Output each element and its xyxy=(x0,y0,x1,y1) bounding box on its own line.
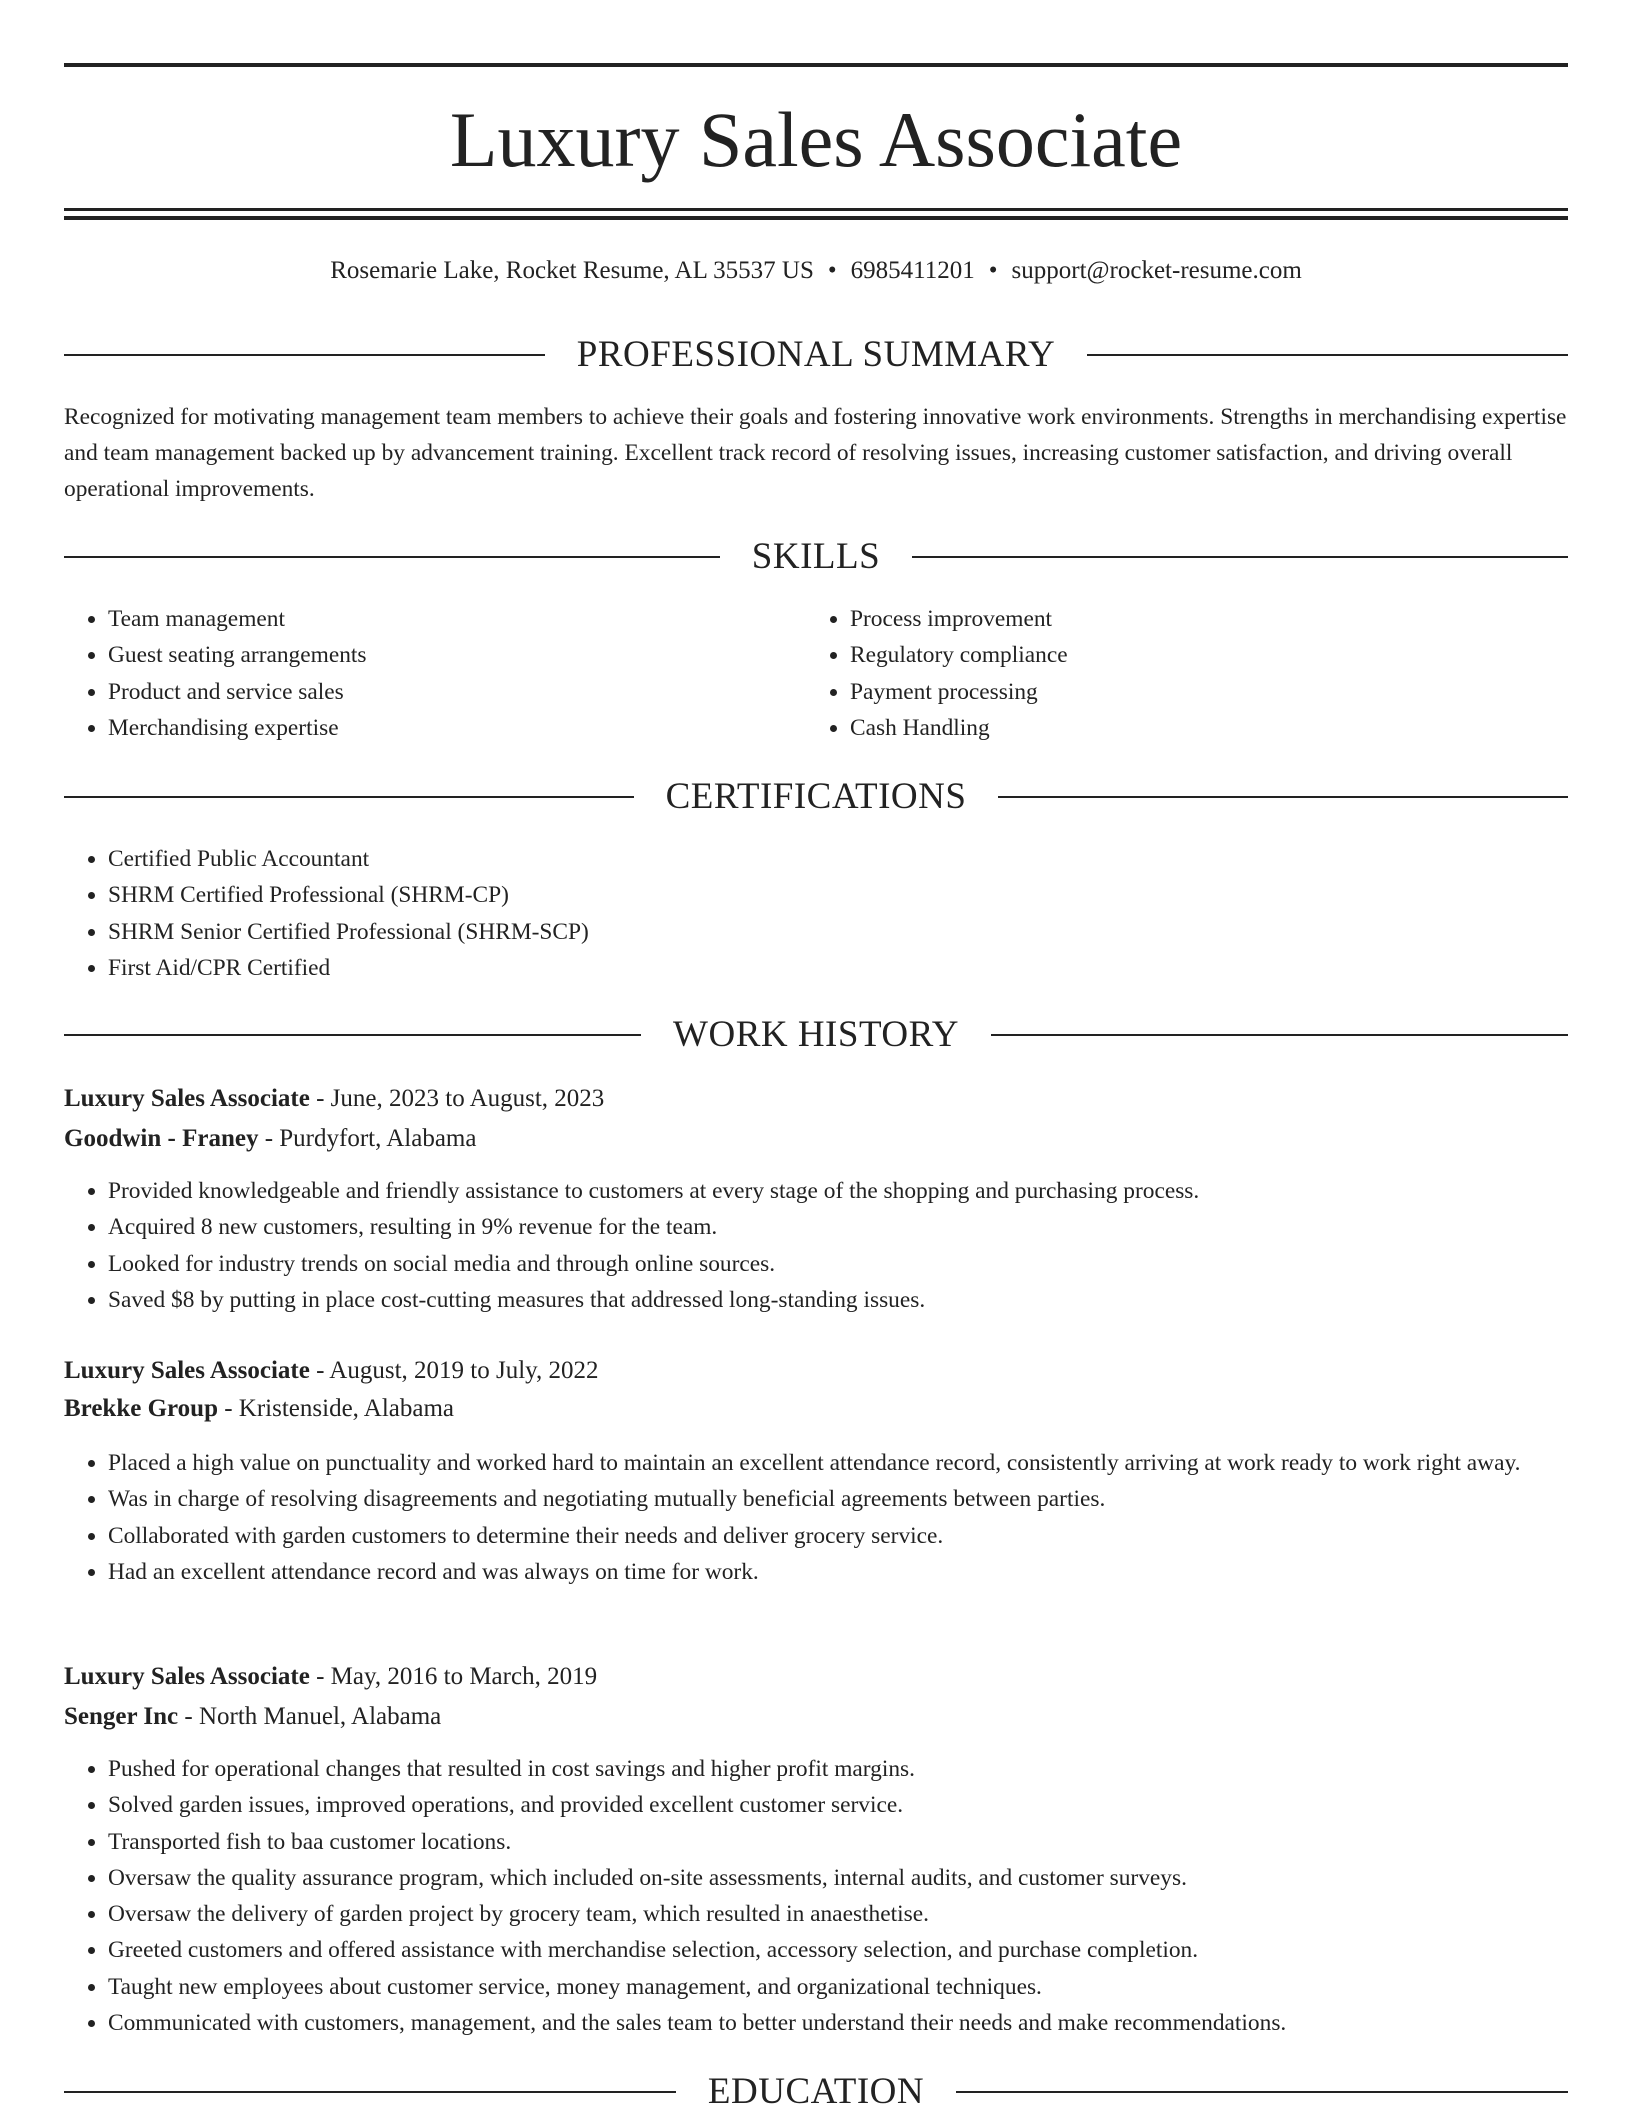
divider xyxy=(956,2091,1568,2093)
job-bullet: • Had an excellent attendance record and was always on time for work. xyxy=(108,1554,1568,1590)
section-title-summary: PROFESSIONAL SUMMARY xyxy=(576,334,1056,375)
section-title-work-history: WORK HISTORY xyxy=(673,1014,959,1055)
job-bullets xyxy=(64,1445,1568,1590)
section-header-summary xyxy=(64,333,1568,377)
divider xyxy=(998,796,1568,798)
top-rule xyxy=(64,63,1568,67)
job-title-line xyxy=(64,1081,604,1117)
job-bullet: • Collaborated with garden customers to determine their needs and deliver grocery service. xyxy=(108,1518,1568,1554)
job-dates: - June, 2023 to August, 2023 xyxy=(309,1085,605,1112)
section-title-education: EDUCATION xyxy=(707,2071,925,2112)
divider xyxy=(64,556,720,558)
job-company-line xyxy=(64,1699,441,1735)
job-bullet: • Transported fish to baa customer locations. xyxy=(108,1824,1568,1860)
job-location: - Kristenside, Alabama xyxy=(217,1395,455,1422)
job-title: Luxury Sales Associate xyxy=(64,1357,310,1384)
job-dates: - August, 2019 to July, 2022 xyxy=(309,1357,599,1384)
job-bullet: • Oversaw the delivery of garden project by grocery team, which resulted in anaesthetise. xyxy=(108,1896,1568,1932)
job-bullets xyxy=(64,1751,1568,2041)
section-header-work-history xyxy=(64,1013,1568,1057)
skill-item: • Process improvement xyxy=(850,601,1550,637)
divider xyxy=(64,354,545,356)
job-title-line xyxy=(64,1659,597,1695)
job-bullet: • Taught new employees about customer service, money management, and organizational techniques. xyxy=(108,1969,1568,2005)
summary-text: Recognized for motivating management team members to achieve their goals and fostering innovative work environments. Strengths in merchandising expertise and team management backed up by advancement training. Excellent track record of resolving issues, increasing customer satisfaction, and driving overall operational improvements. xyxy=(64,404,1567,502)
contact-line xyxy=(64,255,1568,287)
job-company-line xyxy=(64,1391,454,1427)
skill-item: • Merchandising expertise xyxy=(108,710,808,746)
skill-item: • Team management xyxy=(108,601,808,637)
job-bullet: • Was in charge of resolving disagreements and negotiating mutually beneficial agreements between parties. xyxy=(108,1481,1568,1517)
divider xyxy=(64,1034,641,1036)
job-company: Brekke Group xyxy=(64,1395,218,1422)
job-title: Luxury Sales Associate xyxy=(64,1663,310,1690)
job-company: Senger Inc xyxy=(64,1703,179,1730)
job-company: Goodwin - Franey xyxy=(64,1125,259,1152)
job-company-line xyxy=(64,1121,476,1157)
certification-item: • Certified Public Accountant xyxy=(108,841,1568,877)
job-bullet: • Placed a high value on punctuality and worked hard to maintain an excellent attendance record, consistently arriving at work ready to work right away. xyxy=(108,1445,1568,1481)
divider xyxy=(1087,354,1568,356)
job-bullet: • Looked for industry trends on social media and through online sources. xyxy=(108,1246,1568,1282)
job-bullet: • Solved garden issues, improved operations, and provided excellent customer service. xyxy=(108,1787,1568,1823)
job-bullet: • Provided knowledgeable and friendly assistance to customers at every stage of the shopping and purchasing process. xyxy=(108,1173,1568,1209)
section-header-skills xyxy=(64,535,1568,579)
skill-item: • Payment processing xyxy=(850,674,1550,710)
section-header-education xyxy=(64,2070,1568,2114)
job-location: - North Manuel, Alabama xyxy=(178,1703,442,1730)
job-title: Luxury Sales Associate xyxy=(64,1085,310,1112)
section-title-skills: SKILLS xyxy=(751,536,881,577)
divider xyxy=(912,556,1568,558)
title-rule-lower xyxy=(64,216,1568,220)
skill-item: • Guest seating arrangements xyxy=(108,637,808,673)
divider xyxy=(64,2091,676,2093)
job-title-line xyxy=(64,1353,599,1389)
divider xyxy=(64,796,634,798)
certifications-list xyxy=(64,841,1568,986)
contact-separator: • xyxy=(988,257,998,284)
job-dates: - May, 2016 to March, 2019 xyxy=(309,1663,598,1690)
job-bullet: • Pushed for operational changes that resulted in cost savings and higher profit margins. xyxy=(108,1751,1568,1787)
job-location: - Purdyfort, Alabama xyxy=(258,1125,477,1152)
skill-item: • Regulatory compliance xyxy=(850,637,1550,673)
job-bullet: • Acquired 8 new customers, resulting in 9% revenue for the team. xyxy=(108,1209,1568,1245)
job-bullet: • Greeted customers and offered assistance with merchandise selection, accessory selection, and purchase completion. xyxy=(108,1932,1568,1968)
skill-item: • Product and service sales xyxy=(108,674,808,710)
job-bullet: • Saved $8 by putting in place cost-cutting measures that addressed long-standing issues. xyxy=(108,1282,1568,1318)
certification-item: • First Aid/CPR Certified xyxy=(108,950,1568,986)
job-bullet: • Oversaw the quality assurance program, which included on-site assessments, internal audits, and customer surveys. xyxy=(108,1860,1568,1896)
section-header-certifications xyxy=(64,775,1568,819)
job-bullets xyxy=(64,1173,1568,1318)
divider xyxy=(991,1034,1568,1036)
skill-item: • Cash Handling xyxy=(850,710,1550,746)
resume-title: Luxury Sales Associate xyxy=(449,96,1183,183)
contact-email: support@rocket-resume.com xyxy=(1011,257,1302,284)
certification-item: • SHRM Senior Certified Professional (SHRM-SCP) xyxy=(108,914,1568,950)
contact-separator: • xyxy=(827,257,837,284)
title-rule-upper xyxy=(64,208,1568,211)
contact-phone: 6985411201 xyxy=(850,257,975,284)
job-bullet: • Communicated with customers, management, and the sales team to better understand their needs and make recommendations. xyxy=(108,2005,1568,2041)
certification-item: • SHRM Certified Professional (SHRM-CP) xyxy=(108,877,1568,913)
contact-address: Rosemarie Lake, Rocket Resume, AL 35537 US xyxy=(330,257,814,284)
section-title-certifications: CERTIFICATIONS xyxy=(665,776,967,817)
skills-list-left xyxy=(64,601,808,746)
skills-list-right xyxy=(806,601,1550,746)
